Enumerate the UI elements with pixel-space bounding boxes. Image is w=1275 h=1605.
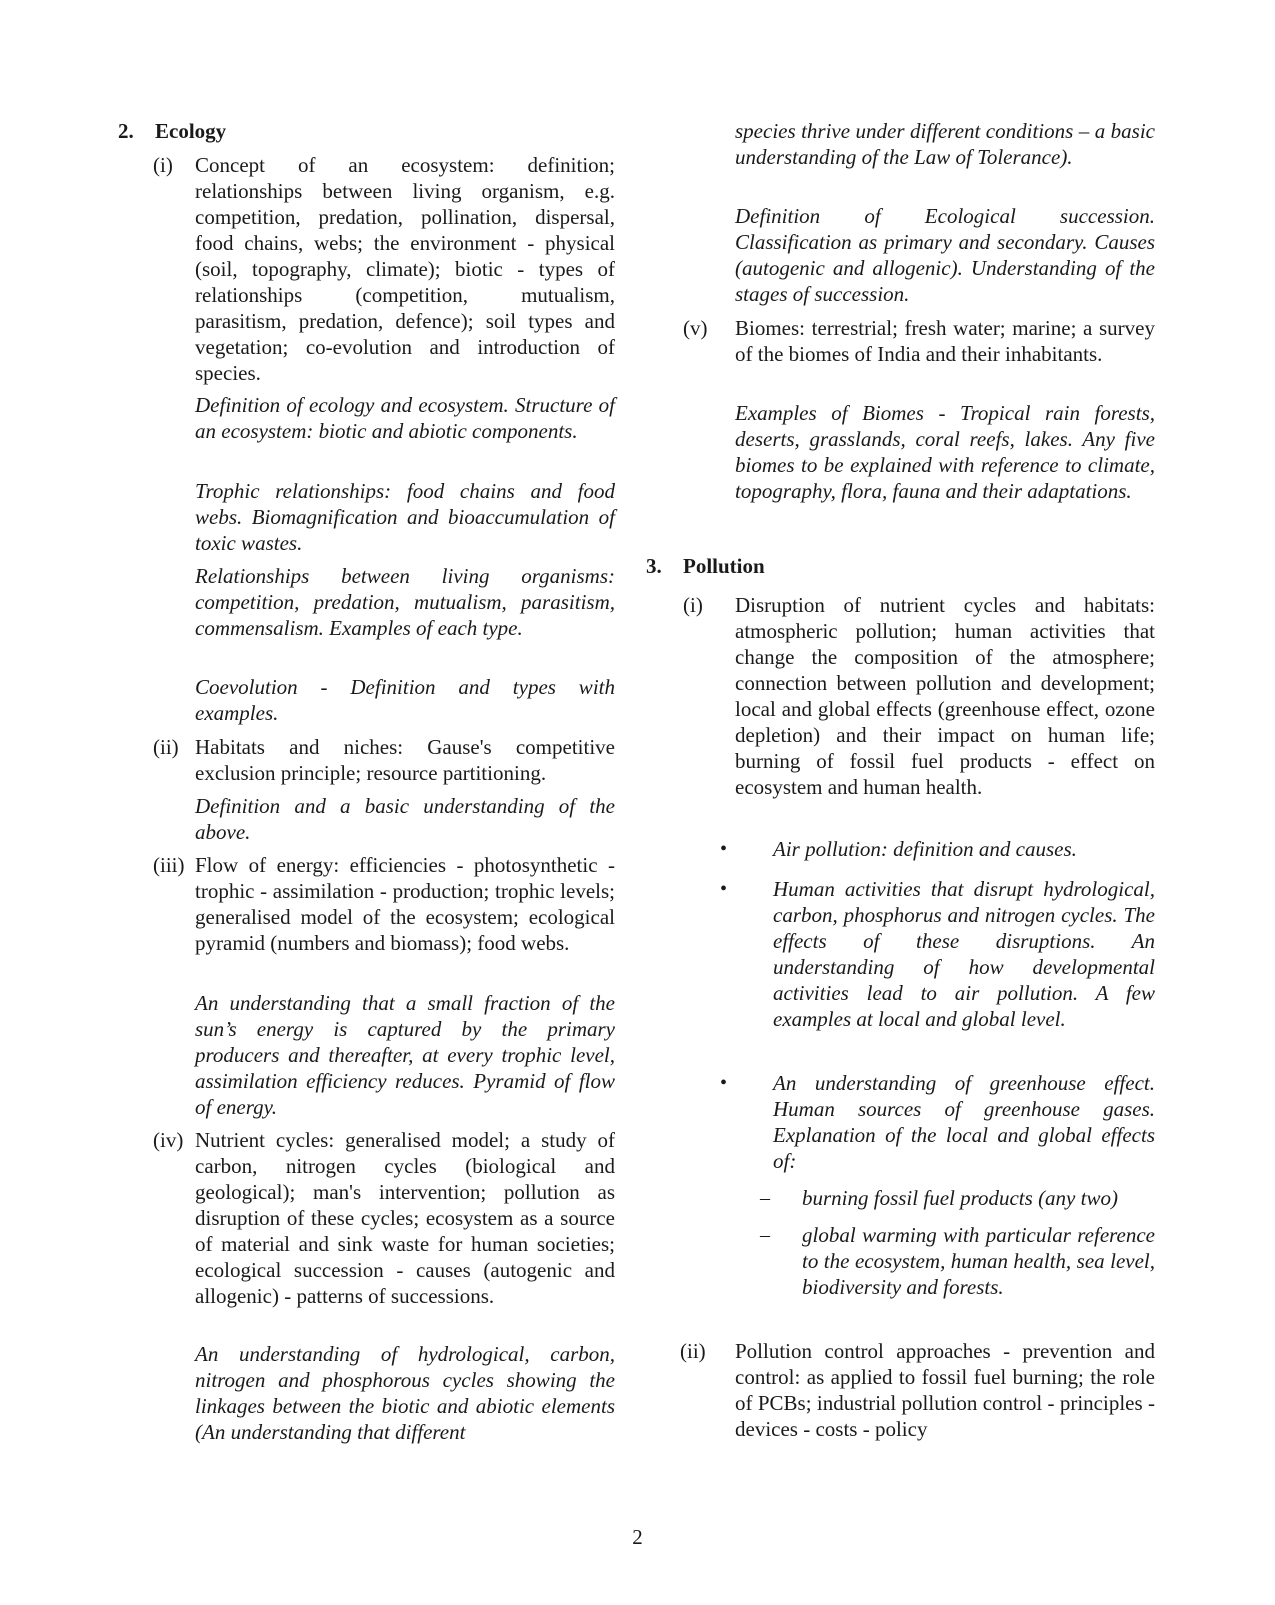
item-label: (iv) [153,1128,184,1152]
item-text: Biomes: terrestrial; fresh water; marine; a survey of the biomes of India and their inhabitants. [735,316,1155,366]
bullet-icon: • [720,1072,728,1094]
item-text: Disruption of nutrient cycles and habitats: atmospheric pollution; human activities that change the composition of the atmosphere; connection between pollution and development; local and global effects (greenhouse effect, ozone depletion) and their impact on human life; burning of fossil fuel products - effect on ecosystem and human health. [735,593,1155,799]
item-text: Concept of an ecosystem: definition; relationships between living organism, e.g. competition, predation, pollination, dispersal, food chains, webs; the environment - physical (soil, topography, climate); biotic - types of relationships (competition, mutualism, parasitism, predation, defence); soil types and vegetation; co-evolution and introduction of species. [195,153,615,385]
item-label: (iii) [153,853,185,877]
dash-icon: – [760,1187,770,1209]
item-note: Definition of ecology and ecosystem. Structure of an ecosystem: biotic and abiotic components. [195,393,615,443]
bullet-icon: • [720,878,728,900]
item-note: Coevolution - Definition and types with examples. [195,675,615,725]
item-note: Trophic relationships: food chains and food webs. Biomagnification and bioaccumulation of toxic wastes. [195,479,615,555]
item-label: (v) [683,316,708,340]
item-note: Examples of Biomes - Tropical rain forests, deserts, grasslands, coral reefs, lakes. Any five biomes to be explained with reference to climate, topography, flora, fauna and their adaptations. [735,401,1155,503]
bullet-icon: • [720,838,728,860]
section-title: Ecology [155,119,227,143]
item-note: Definition and a basic understanding of the above. [195,794,615,844]
item-note: species thrive under different conditions – a basic understanding of the Law of Tolerance). [735,119,1155,169]
item-text: Nutrient cycles: generalised model; a study of carbon, nitrogen cycles (biological and geological); man's intervention; pollution as disruption of these cycles; ecosystem as a source of material and sink waste for human societies; ecological succession - causes (autogenic and allogenic) - patterns of successions. [195,1128,615,1308]
dash-text: global warming with particular reference to the ecosystem, human health, sea level, biodiversity and forests. [802,1223,1155,1299]
item-note: An understanding that a small fraction of the sun’s energy is captured by the primary producers and thereafter, at every trophic level, assimilation efficiency reduces. Pyramid of flow of energy. [195,991,615,1119]
page-number: 2 [632,1525,643,1549]
item-label: (ii) [153,735,179,759]
dash-icon: – [760,1224,770,1246]
section-number: 3. [646,554,662,578]
item-label: (i) [683,593,703,617]
item-text: Habitats and niches: Gause's competitive exclusion principle; resource partitioning. [195,735,615,785]
item-note: An understanding of hydrological, carbon, nitrogen and phosphorous cycles showing the linkages between the biotic and abiotic elements (An understanding that different [195,1342,615,1444]
item-note: Definition of Ecological succession. Classification as primary and secondary. Causes (autogenic and allogenic). Understanding of the stages of succession. [735,204,1155,306]
section-title: Pollution [683,554,765,578]
item-text: Pollution control approaches - prevention and control: as applied to fossil fuel burning; the role of PCBs; industrial pollution control - principles - devices - costs - policy [735,1339,1155,1441]
dash-text: burning fossil fuel products (any two) [802,1186,1118,1210]
bullet-text: Air pollution: definition and causes. [773,837,1077,861]
item-label: (ii) [680,1339,706,1363]
bullet-text: Human activities that disrupt hydrological, carbon, phosphorus and nitrogen cycles. The effects of these disruptions. An understanding of how developmental activities lead to air pollution. A few examples at local and global level. [773,877,1155,1031]
item-note: Relationships between living organisms: competition, predation, mutualism, parasitism, commensalism. Examples of each type. [195,564,615,640]
section-number: 2. [118,119,134,143]
item-text: Flow of energy: efficiencies - photosynthetic - trophic - assimilation - production; trophic levels; generalised model of the ecosystem; ecological pyramid (numbers and biomass); food webs. [195,853,615,955]
item-label: (i) [153,153,173,177]
bullet-text: An understanding of greenhouse effect. Human sources of greenhouse gases. Explanation of the local and global effects of: [773,1071,1155,1173]
